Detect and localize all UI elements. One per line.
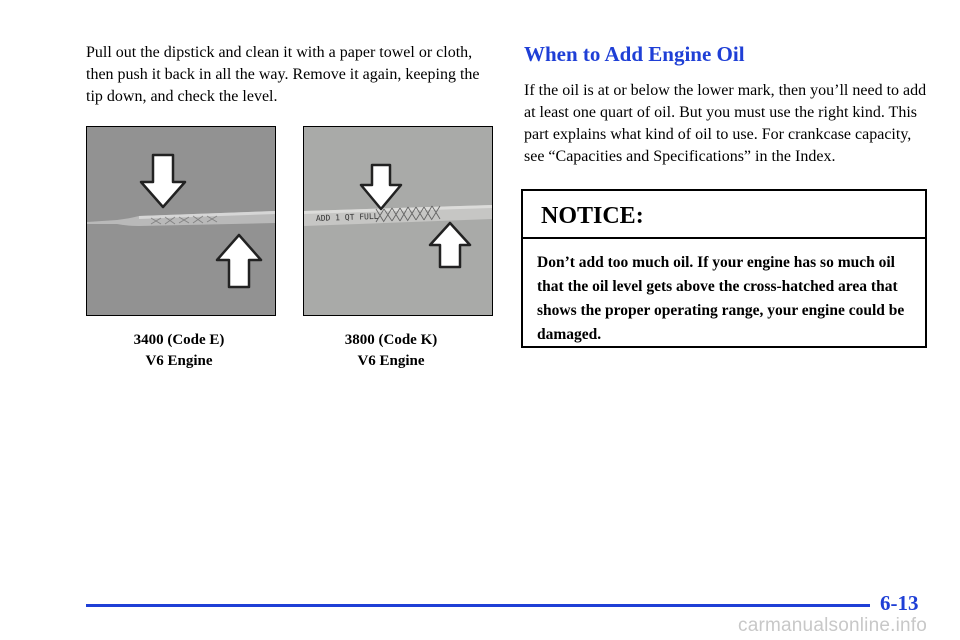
section-body: If the oil is at or below the lower mark, then you’ll need to add at least one quart of oil. But you must use the right kind. This part explains what kind of oil to use. For crankcase capacity, see “Capacities and Specifications” in the Index. <box>524 82 927 165</box>
dipstick-marking-add: ADD 1 QT FULL <box>315 211 379 223</box>
notice-body: Don’t add too much oil. If your engine has so much oil that the oil level gets above the cross-hatched area that shows the proper operating range, your engine could be damaged. <box>537 254 905 343</box>
caption-3800-line2: V6 Engine <box>357 353 425 369</box>
caption-3400-line2: V6 Engine <box>145 353 213 369</box>
watermark: carmanualsonline.info <box>738 615 928 636</box>
caption-3400-line1: 3400 (Code E) <box>133 332 225 348</box>
notice-box <box>521 189 927 348</box>
dipstick-photo-3400 <box>86 126 276 316</box>
notice-title: NOTICE: <box>523 191 925 239</box>
caption-3400 <box>84 330 274 372</box>
caption-3800 <box>296 330 486 372</box>
section-heading: When to Add Engine Oil <box>524 42 745 66</box>
page-number: 6-13 <box>880 591 919 615</box>
dipstick-photo-3800 <box>303 126 493 316</box>
caption-3800-line1: 3800 (Code K) <box>344 332 438 348</box>
footer-rule <box>86 604 870 607</box>
intro-paragraph: Pull out the dipstick and clean it with a paper towel or cloth, then push it back in all the way. Remove it again, keeping the tip down, and check the level. <box>86 44 480 105</box>
